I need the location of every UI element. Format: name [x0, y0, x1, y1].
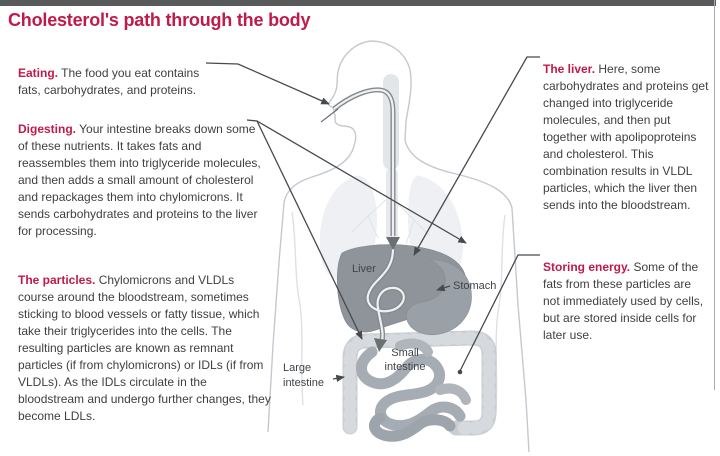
- note-storing-body: Some of the fats from these particles are not immediately used by cells, but are stored inside cells for later use.: [543, 260, 704, 342]
- large-intestine-label-arrow: [333, 377, 344, 379]
- small-intestine-label-line1: Small: [391, 347, 419, 359]
- note-eating-body: The food you eat contains fats, carbohydrates, and proteins.: [18, 66, 200, 97]
- head-profile-outline: [329, 41, 371, 149]
- stomach-label: Stomach: [453, 280, 497, 292]
- note-particles: [18, 272, 272, 425]
- large-intestine-label-line1: Large: [283, 362, 312, 374]
- note-digesting-body: Your intestine breaks down some of these nutrients. It takes fats and reassembles them into triglyceride molecules, and then adds a small amount of cholesterol and repackages them into chylomicrons. It sends carbohydrates and proteins to the liver for processing.: [18, 122, 261, 238]
- note-liver-body: Here, some carbohydrates and proteins get changed into triglyceride molecules, and then put together with apolipoproteins and cholesterol. This combination results in VLDL particles, which the liver then sends into the bloodstream.: [543, 62, 709, 212]
- note-particles-heading: The particles.: [18, 273, 96, 287]
- note-particles-body: Chylomicrons and VLDLs course around the bloodstream, sometimes sticking to blood vessels or fatty tissue, which take their triglycerides into the cells. The resulting particles are known as remnant particles (if from chylomicrons) or IDLs (if from VLDLs). As the IDLs circulate in the bloodstream and undergo further changes, they become LDLs.: [18, 273, 271, 423]
- note-storing-heading: Storing energy.: [543, 260, 631, 274]
- note-digesting-heading: Digesting.: [18, 122, 77, 136]
- liver-label: Liver: [352, 263, 376, 275]
- note-liver-heading: The liver.: [543, 62, 596, 76]
- storing-leader-dot: [458, 370, 463, 375]
- note-liver: [543, 61, 711, 214]
- large-intestine-label-line2: intestine: [283, 377, 324, 389]
- note-eating: [18, 65, 220, 99]
- storing-leader-line: [460, 255, 540, 371]
- note-digesting: [18, 121, 262, 240]
- small-intestine-label-line2: intestine: [384, 361, 426, 373]
- right-waist-line: [496, 215, 505, 412]
- page-title: Cholesterol's path through the body: [8, 10, 311, 30]
- eating-leader-line: [206, 63, 329, 104]
- note-eating-heading: Eating.: [18, 66, 59, 80]
- note-storing: [543, 259, 711, 344]
